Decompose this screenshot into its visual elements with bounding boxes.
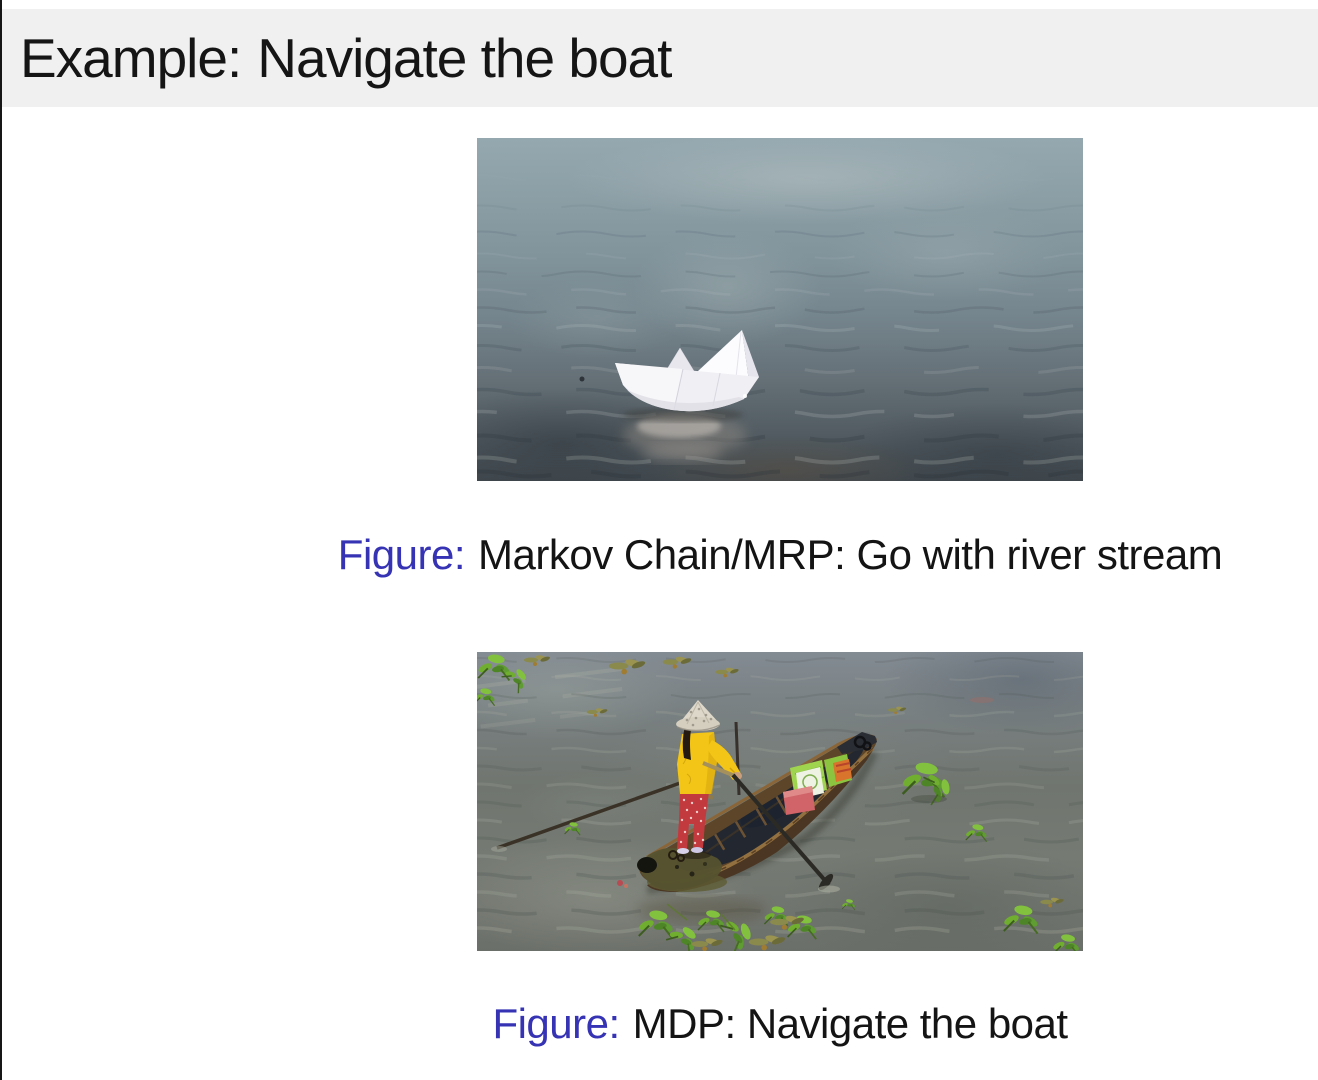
window-left-border (0, 0, 2, 1080)
paper-boat-photo (477, 138, 1083, 481)
red-debris (617, 880, 623, 886)
slide-title-prefix: Example: (20, 27, 242, 89)
figure-caption-1 (338, 531, 1222, 579)
figure-caption-2 (492, 1000, 1067, 1048)
figure-caption-text-1: Markov Chain/MRP: Go with river stream (478, 531, 1223, 578)
rowing-boat-photo (477, 652, 1083, 951)
figure-label-1: Figure: (337, 531, 466, 578)
hair (683, 726, 691, 760)
figure-label-2: Figure: (492, 1000, 620, 1047)
figure-caption-text-2: MDP: Navigate the boat (632, 1000, 1068, 1047)
water-debris-speck (580, 377, 585, 382)
slide-title-bar (2, 9, 1318, 107)
slide-title: Navigate the boat (257, 27, 672, 89)
